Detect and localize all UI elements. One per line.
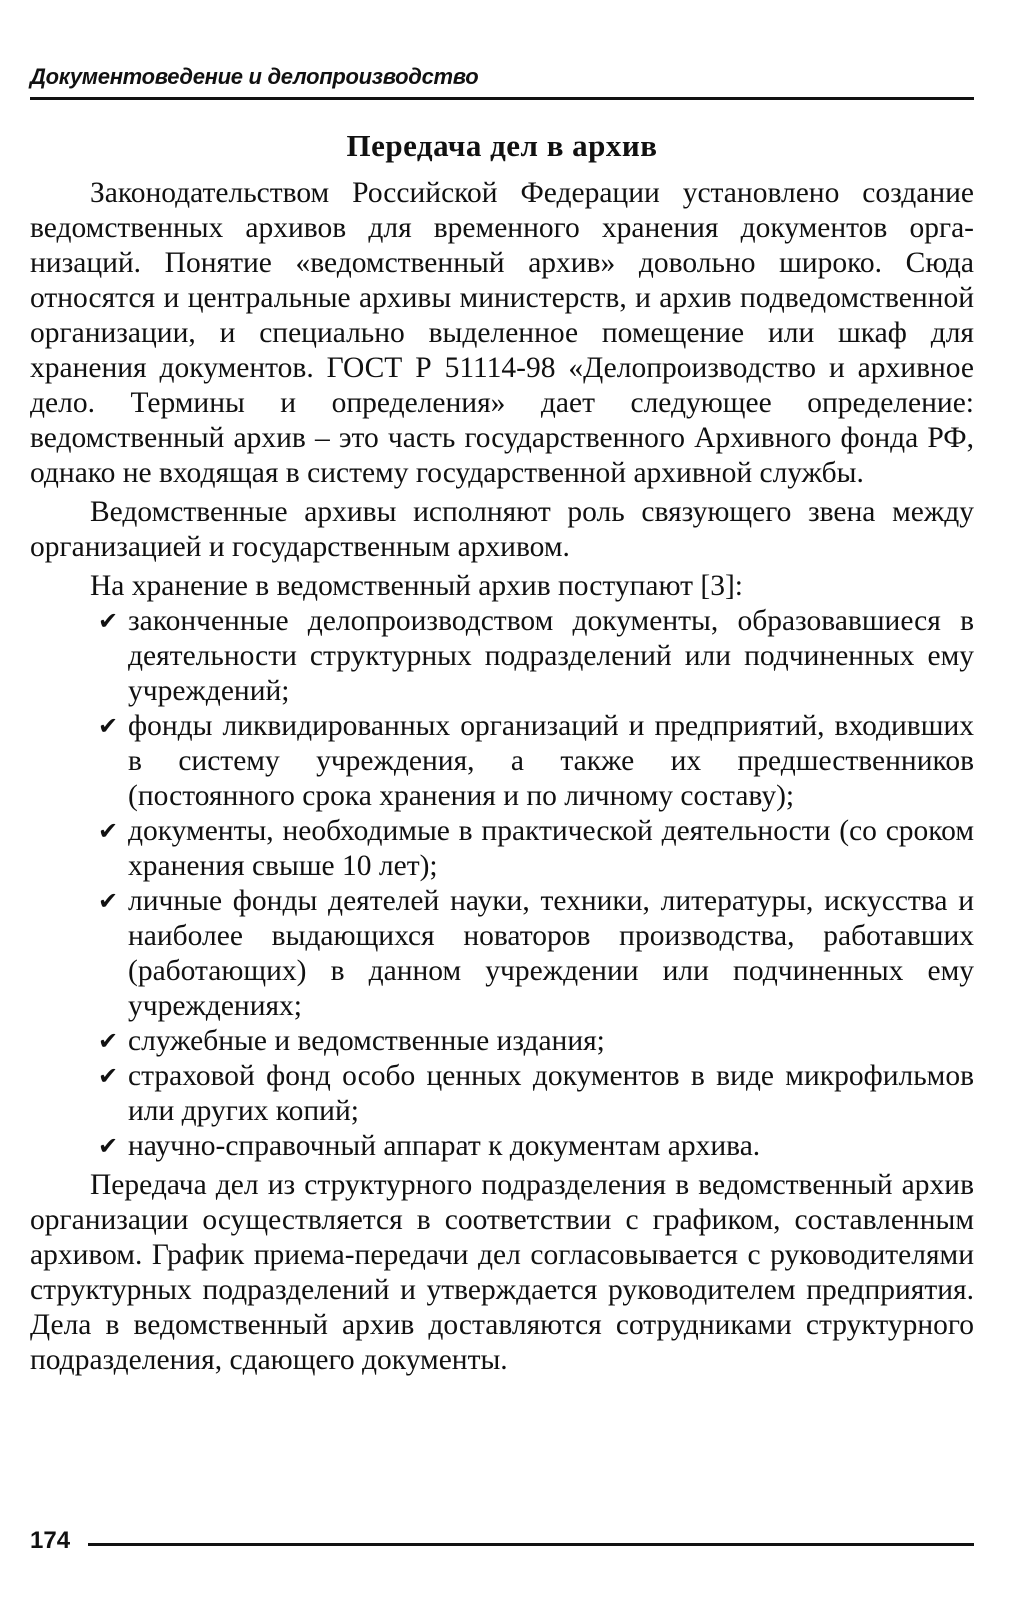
list-item-text: научно-справочный аппарат к документам архива. [128,1130,761,1162]
list-item [98,884,974,1024]
check-icon: ✔ [98,1027,119,1055]
paragraph: Законодательством Российской Федерации установлено создание ведомственных архивов для временного хранения документов организаций. Понятие «ведомственный архив» довольно широко. Сюда относятся и центральные архивы министерств, и архив подведомственной организации, и специально выделенное помещение или шкаф для хранения документов. ГОСТ Р 51114-98 «Делопроизводство и архивное дело. Термины и определения» дает следующее определение: ведомственный архив – это часть государственного Архивного фонда РФ, однако не входящая в систему государственной архивной службы. [30,177,974,489]
paragraph: Ведомственные архивы исполняют роль связующего звена между организацией и государственным архивом. [30,496,974,563]
check-icon: ✔ [98,887,119,915]
page-footer [30,1524,974,1564]
footer-rule [88,1543,974,1546]
section-title: Передача дел в архив [346,128,658,163]
check-icon: ✔ [98,607,119,635]
header-rule [30,97,974,100]
check-icon: ✔ [98,1062,119,1090]
list-item [98,1129,974,1164]
page-number: 174 [30,1527,71,1554]
archive-items-list [30,604,974,1164]
list-item [98,1024,974,1059]
check-icon: ✔ [98,1132,119,1160]
page-body [30,126,974,1378]
check-icon: ✔ [98,817,119,845]
paragraph: Передача дел из структурного подразделения в ведомственный архив организации осуществляется в соответствии с графиком, составленным архивом. График приема-передачи дел согласовывается с руководителями структурных подразделений и утверждается руководителем предприятия. Дела в ведомственный архив доставляются сотрудниками структурного подразделения, сдающего документы. [30,1169,974,1376]
list-item [98,709,974,814]
list-item-text: служебные и ведомственные издания; [128,1025,605,1057]
list-item-text: законченные делопроизводством документы, образовавшиеся в деятельности структурных подразделений или подчиненных ему учреждений; [128,605,974,707]
check-icon: ✔ [98,712,119,740]
list-item-text: документы, необходимые в практической деятельности (со сроком хранения свыше 10 лет); [128,815,974,882]
list-item [98,604,974,709]
list-item [98,814,974,884]
list-item-text: личные фонды деятелей науки, техники, литературы, искусства и наиболее выдающихся новаторов производства, работавших (работающих) в данном учреждении или подчиненных ему учреждениях; [128,885,974,1022]
list-item-text: фонды ликвидированных организаций и предприятий, входивших в систему учреждения, а также их предшественников (постоянного срока хранения и по личному составу); [128,710,974,812]
running-header: Документоведение и делопроизводство [30,64,479,89]
list-item-text: страховой фонд особо ценных документов в виде микрофильмов или других копий; [128,1060,974,1127]
paragraph: На хранение в ведомственный архив поступают [3]: [90,570,744,602]
list-item [98,1059,974,1129]
